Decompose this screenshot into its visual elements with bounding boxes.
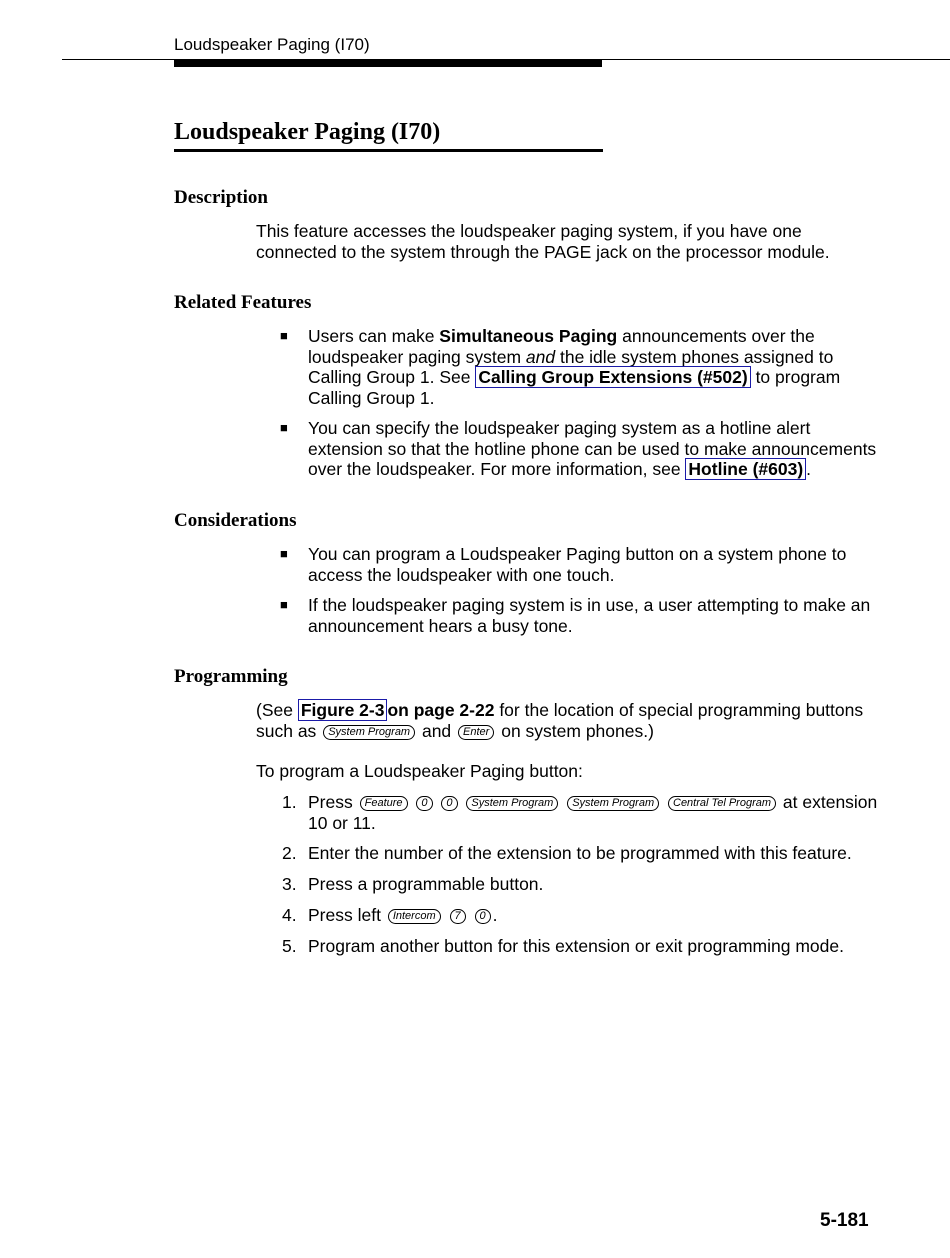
text-run: (See — [256, 700, 298, 720]
zero-key: 0 — [441, 796, 457, 811]
programming-note — [256, 700, 876, 741]
related-features-list — [280, 326, 880, 490]
considerations-list — [280, 544, 880, 646]
text-run: . — [806, 459, 812, 479]
bullet-icon: ■ — [280, 546, 288, 561]
description-text: This feature accesses the loudspeaker paging system, if you have one connected to the system through the PAGE jack on the processor module. — [256, 221, 830, 262]
page-number: 5-181 — [820, 1210, 869, 1231]
step-number: 4. — [282, 904, 297, 925]
feature-key: Feature — [360, 796, 408, 811]
text-run: on system phones.) — [496, 720, 654, 741]
enter-key: Enter — [458, 725, 494, 740]
simultaneous-paging-term: Simultaneous Paging — [439, 326, 618, 346]
bullet-icon: ■ — [280, 420, 288, 435]
related-features-heading: Related Features — [174, 292, 312, 313]
programming-heading: Programming — [174, 666, 288, 687]
intercom-key: Intercom — [388, 909, 441, 924]
step-number: 1. — [282, 792, 297, 812]
programming-intro: To program a Loudspeaker Paging button: — [256, 761, 583, 781]
considerations-heading: Considerations — [174, 510, 297, 531]
text-run: . — [492, 904, 498, 925]
text-run: Enter the number of the extension to be programmed with this feature. — [308, 843, 852, 864]
text-run: to program Calling Group 1. — [308, 367, 841, 408]
step-item — [280, 843, 880, 864]
page-reference: on page 2-22 — [387, 700, 495, 720]
text-run: If the loudspeaker paging system is in use, a user attempting to make an announcement hears a busy tone. — [308, 595, 871, 636]
hotline-link[interactable]: Hotline (#603) — [685, 458, 806, 480]
list-item — [280, 544, 880, 585]
system-program-key: System Program — [323, 725, 415, 740]
step-number: 3. — [282, 874, 297, 895]
system-program-key: System Program — [567, 796, 659, 811]
list-item — [280, 595, 880, 636]
programming-steps — [280, 792, 880, 966]
text-run: You can specify the loudspeaker paging system as a hotline alert extension so that the hotline phone can be used to make announcements over the loudspeaker. For more information, see — [308, 418, 877, 479]
title-rule — [174, 149, 603, 152]
step-item — [280, 936, 880, 957]
text-run: Press left — [308, 904, 381, 925]
text-run: Press — [308, 792, 353, 812]
text-run: and — [417, 720, 457, 741]
text-run: the idle system phones assigned to Calling Group 1. See — [308, 346, 834, 387]
step-number: 2. — [282, 843, 297, 864]
bullet-icon: ■ — [280, 328, 288, 343]
text-run: announcements over the loudspeaker paging system — [308, 326, 815, 367]
bullet-icon: ■ — [280, 597, 288, 612]
text-run: at extension 10 or 11. — [308, 792, 878, 833]
step-number: 5. — [282, 935, 297, 956]
description-heading: Description — [174, 187, 268, 208]
text-run: Program another button for this extension or exit programming mode. — [308, 935, 844, 956]
list-item — [280, 326, 880, 408]
step-item — [280, 905, 880, 926]
page-title: Loudspeaker Paging (I70) — [174, 119, 441, 145]
step-item — [280, 874, 880, 895]
zero-key: 0 — [416, 796, 432, 811]
emphasis: and — [525, 346, 556, 367]
zero-key: 0 — [475, 909, 491, 924]
calling-group-extensions-link[interactable]: Calling Group Extensions (#502) — [475, 366, 750, 388]
text-run: for the location of special programming buttons such as — [256, 700, 864, 741]
step-item — [280, 792, 880, 833]
header-bar — [174, 60, 602, 67]
list-item — [280, 418, 880, 480]
central-tel-program-key: Central Tel Program — [668, 796, 776, 811]
figure-link[interactable]: Figure 2-3 — [298, 699, 388, 721]
seven-key: 7 — [450, 909, 466, 924]
text-run: You can program a Loudspeaker Paging button on a system phone to access the loudspeaker with one touch. — [308, 544, 847, 585]
text-run: Users can make — [308, 326, 440, 346]
running-header: Loudspeaker Paging (I70) — [174, 35, 370, 54]
text-run: Press a programmable button. — [308, 874, 544, 895]
system-program-key: System Program — [466, 796, 558, 811]
